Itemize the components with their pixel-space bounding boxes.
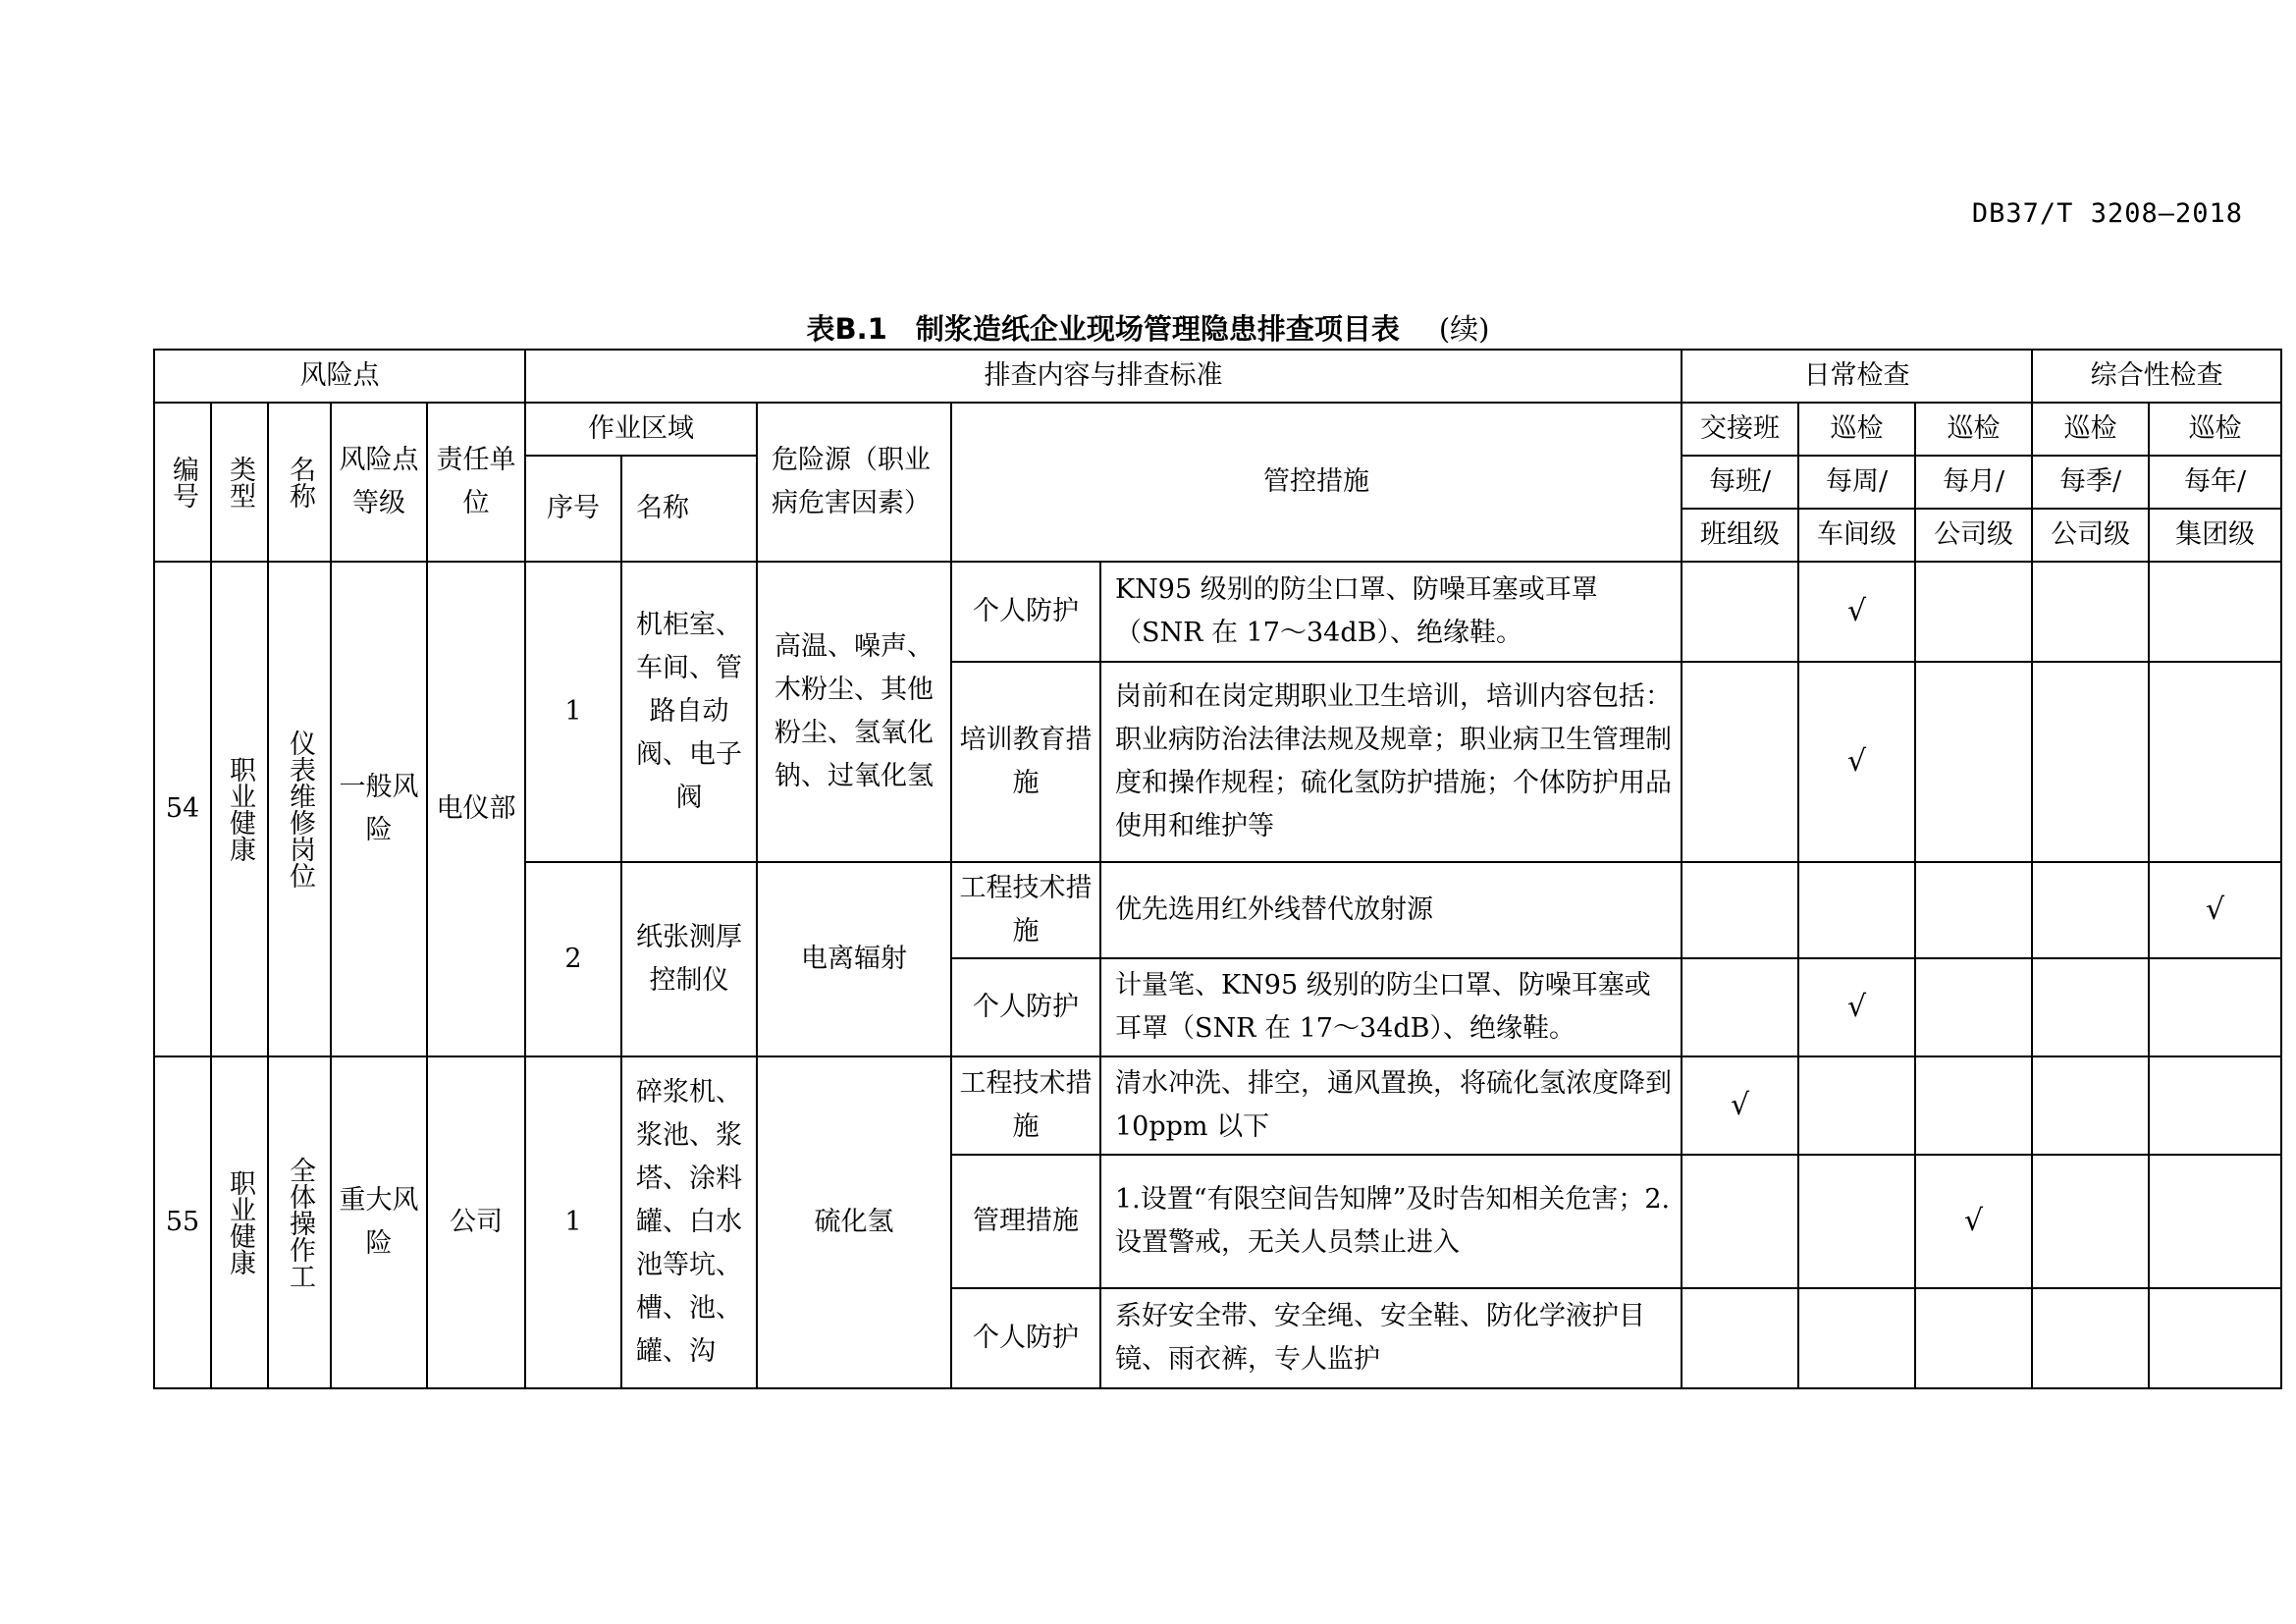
check-cell: [1798, 1155, 1915, 1288]
check-kind: 巡检: [1798, 403, 1915, 456]
check-cell: [1682, 662, 1798, 862]
col-control: 管控措施: [951, 403, 1682, 562]
row-unit: 电仪部: [427, 562, 525, 1056]
check-cell: [2032, 862, 2149, 958]
hazard: 硫化氢: [757, 1056, 951, 1388]
row-type: 职业健康: [211, 562, 268, 1056]
check-kind: 交接班: [1682, 403, 1798, 456]
check-kind: 巡检: [2149, 403, 2281, 456]
area-name: 纸张测厚控制仪: [621, 862, 757, 1056]
area-seq: 1: [525, 562, 621, 862]
check-cell: [2149, 1155, 2281, 1288]
check-freq: 每季/: [2032, 456, 2149, 509]
measure-category: 个人防护: [951, 1288, 1100, 1388]
check-kind: 巡检: [2032, 403, 2149, 456]
check-cell: [1915, 1056, 2032, 1155]
group-content: 排查内容与排查标准: [525, 350, 1682, 403]
area-name: 碎浆机、浆池、浆塔、涂料罐、白水池等坑、槽、池、罐、沟: [621, 1056, 757, 1388]
row-name: 全体操作工: [268, 1056, 331, 1388]
area-name: 机柜室、车间、管路自动阀、电子阀: [621, 562, 757, 862]
col-area: 作业区域: [525, 403, 757, 456]
check-level: 公司级: [2032, 509, 2149, 562]
check-cell: [1798, 1288, 1915, 1388]
col-type: 类型: [211, 403, 268, 562]
table-row: [154, 1056, 2281, 1155]
measure-text: 清水冲洗、排空，通风置换，将硫化氢浓度降到 10ppm 以下: [1100, 1056, 1682, 1155]
col-level: 风险点等级: [331, 403, 427, 562]
check-level: 车间级: [1798, 509, 1915, 562]
check-level: 公司级: [1915, 509, 2032, 562]
check-cell: [1682, 862, 1798, 958]
check-mark: √: [1798, 562, 1915, 662]
check-cell: [2149, 958, 2281, 1056]
check-cell: [1798, 1056, 1915, 1155]
row-unit: 公司: [427, 1056, 525, 1388]
col-area-seq: 序号: [525, 456, 621, 562]
measure-category: 工程技术措施: [951, 862, 1100, 958]
check-cell: [2032, 1288, 2149, 1388]
check-freq: 每月/: [1915, 456, 2032, 509]
measure-category: 个人防护: [951, 562, 1100, 662]
check-cell: [1682, 1155, 1798, 1288]
check-mark: √: [1682, 1056, 1798, 1155]
check-cell: [1682, 562, 1798, 662]
check-cell: [1915, 1288, 2032, 1388]
check-cell: [2149, 1056, 2281, 1155]
check-freq: 每年/: [2149, 456, 2281, 509]
row-name: 仪表维修岗位: [268, 562, 331, 1056]
table-row: [154, 562, 2281, 662]
col-name: 名称: [268, 403, 331, 562]
check-cell: [1682, 958, 1798, 1056]
col-hazard: 危险源（职业病危害因素）: [757, 403, 951, 562]
col-area-name: 名称: [621, 456, 757, 562]
row-number: 54: [154, 562, 211, 1056]
measure-text: 计量笔、KN95 级别的防尘口罩、防噪耳塞或耳罩（SNR 在 17～34dB）、绝缘鞋。: [1100, 958, 1682, 1056]
hazard: 高温、噪声、木粉尘、其他粉尘、氢氧化钠、过氧化氢: [757, 562, 951, 862]
check-mark: √: [2149, 862, 2281, 958]
measure-text: 系好安全带、安全绳、安全鞋、防化学液护目镜、雨衣裤，专人监护: [1100, 1288, 1682, 1388]
caption-continued: (续): [1438, 312, 1490, 346]
check-cell: [2032, 1056, 2149, 1155]
measure-category: 管理措施: [951, 1155, 1100, 1288]
check-kind: 巡检: [1915, 403, 2032, 456]
check-cell: [1915, 562, 2032, 662]
group-comprehensive-check: 综合性检查: [2032, 350, 2281, 403]
check-cell: [2032, 562, 2149, 662]
row-type: 职业健康: [211, 1056, 268, 1388]
check-cell: [1798, 862, 1915, 958]
check-cell: [2032, 1155, 2149, 1288]
measure-category: 工程技术措施: [951, 1056, 1100, 1155]
area-seq: 1: [525, 1056, 621, 1388]
measure-text: 1.设置“有限空间告知牌”及时告知相关危害；2.设置警戒，无关人员禁止进入: [1100, 1155, 1682, 1288]
check-cell: [2149, 662, 2281, 862]
standard-code: DB37/T 3208—2018: [1971, 198, 2243, 229]
check-mark: √: [1798, 958, 1915, 1056]
measure-text: KN95 级别的防尘口罩、防噪耳塞或耳罩（SNR 在 17～34dB）、绝缘鞋。: [1100, 562, 1682, 662]
check-cell: [1915, 662, 2032, 862]
table-caption: [0, 307, 2296, 348]
hazard: 电离辐射: [757, 862, 951, 1056]
col-number: 编号: [154, 403, 211, 562]
check-cell: [2032, 662, 2149, 862]
measure-category: 个人防护: [951, 958, 1100, 1056]
measure-text: 岗前和在岗定期职业卫生培训，培训内容包括：职业病防治法律法规及规章；职业病卫生管理制度和操作规程；硫化氢防护措施；个体防护用品使用和维护等: [1100, 662, 1682, 862]
check-level: 班组级: [1682, 509, 1798, 562]
caption-title: 表B.1 制浆造纸企业现场管理隐患排查项目表: [806, 312, 1400, 346]
measure-category: 培训教育措施: [951, 662, 1100, 862]
check-cell: [1682, 1288, 1798, 1388]
group-risk-point: 风险点: [154, 350, 525, 403]
row-level: 重大风险: [331, 1056, 427, 1388]
check-mark: √: [1915, 1155, 2032, 1288]
check-cell: [2032, 958, 2149, 1056]
check-mark: √: [1798, 662, 1915, 862]
check-level: 集团级: [2149, 509, 2281, 562]
check-cell: [1915, 862, 2032, 958]
check-cell: [2149, 562, 2281, 662]
measure-text: 优先选用红外线替代放射源: [1100, 862, 1682, 958]
row-number: 55: [154, 1056, 211, 1388]
row-level: 一般风险: [331, 562, 427, 1056]
check-cell: [2149, 1288, 2281, 1388]
hazard-inspection-table: [153, 349, 2282, 1389]
area-seq: 2: [525, 862, 621, 1056]
check-freq: 每班/: [1682, 456, 1798, 509]
group-daily-check: 日常检查: [1682, 350, 2032, 403]
col-unit: 责任单位: [427, 403, 525, 562]
check-freq: 每周/: [1798, 456, 1915, 509]
check-cell: [1915, 958, 2032, 1056]
